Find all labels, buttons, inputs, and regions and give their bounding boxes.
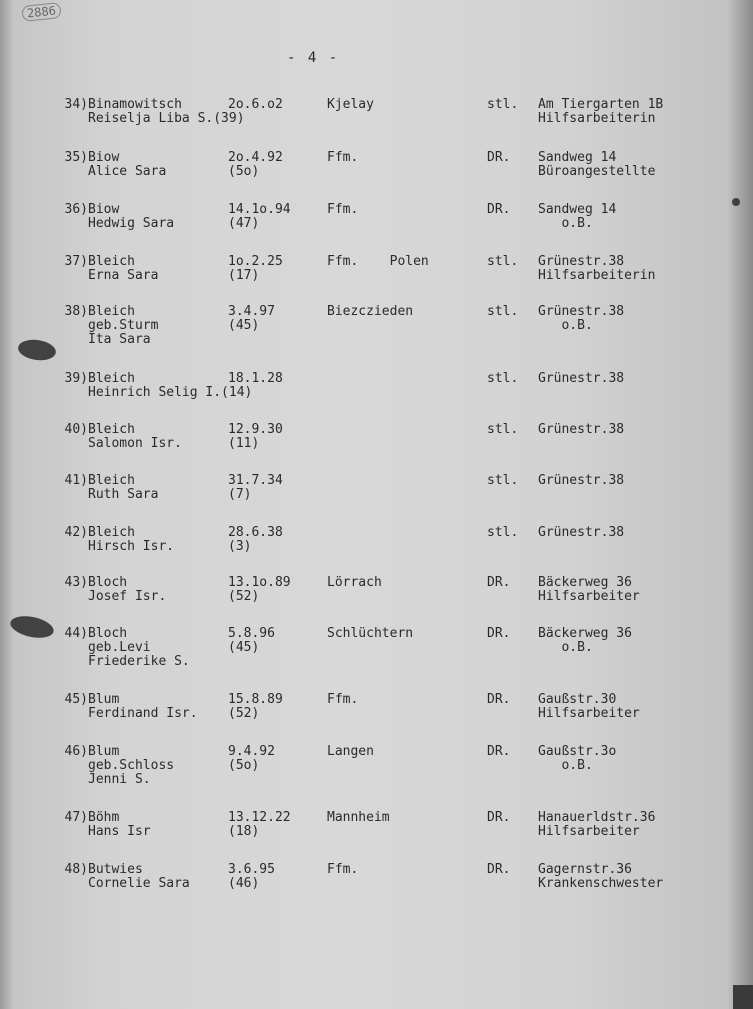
address-occupation: Gaußstr.30 Hilfsarbeiter xyxy=(538,692,640,721)
birth-date: 13.1o.89 (52) xyxy=(228,575,291,604)
citizenship-status: DR. xyxy=(487,810,511,825)
birth-date: 3.6.95 (46) xyxy=(228,862,275,891)
person-name: Bleich Ruth Sara xyxy=(88,473,159,502)
address-occupation: Grünestr.38 xyxy=(538,371,625,386)
birth-date: 14.1o.94 (47) xyxy=(228,202,291,231)
entry-number: 48) xyxy=(64,862,88,877)
address-occupation: Grünestr.38 xyxy=(538,525,625,540)
person-name: Biow Alice Sara xyxy=(88,150,167,179)
list-entry xyxy=(0,423,753,471)
person-name: Bleich geb.Sturm Ita Sara xyxy=(88,304,159,347)
address-occupation: Sandweg 14 o.B. xyxy=(538,202,617,231)
person-name: Böhm Hans Isr xyxy=(88,810,151,839)
list-entry xyxy=(0,255,753,303)
address-occupation: Grünestr.38 o.B. xyxy=(538,304,625,333)
entry-number: 42) xyxy=(64,525,88,540)
citizenship-status: stl. xyxy=(487,254,519,269)
citizenship-status: stl. xyxy=(487,97,519,112)
list-entry xyxy=(0,526,753,574)
page-number: - 4 - xyxy=(287,50,340,66)
birth-date: 3.4.97 (45) xyxy=(228,304,275,333)
address-occupation: Gaußstr.3o o.B. xyxy=(538,744,617,773)
citizenship-status: stl. xyxy=(487,304,519,319)
citizenship-status: DR. xyxy=(487,626,511,641)
list-entry xyxy=(0,151,753,199)
entry-number: 41) xyxy=(64,473,88,488)
list-entry xyxy=(0,98,753,146)
birth-date: 12.9.30 (11) xyxy=(228,422,283,451)
list-entry xyxy=(0,203,753,251)
entry-number: 34) xyxy=(64,97,88,112)
list-entry xyxy=(0,693,753,741)
birth-place: Schlüchtern xyxy=(327,626,414,641)
birth-date: 15.8.89 (52) xyxy=(228,692,283,721)
birth-date: 5.8.96 (45) xyxy=(228,626,275,655)
list-entry xyxy=(0,576,753,624)
list-entry xyxy=(0,474,753,522)
birth-date: 1o.2.25 (17) xyxy=(228,254,283,283)
birth-place: Biezczieden xyxy=(327,304,414,319)
person-name: Bleich Erna Sara xyxy=(88,254,159,283)
birth-place: Mannheim xyxy=(327,810,390,825)
birth-date: 2o.6.o2 xyxy=(228,97,283,112)
archive-stamp: 2886 xyxy=(21,2,61,22)
address-occupation: Am Tiergarten 1B Hilfsarbeiterin xyxy=(538,97,664,126)
person-name: Biow Hedwig Sara xyxy=(88,202,175,231)
birth-place: Ffm. xyxy=(327,202,359,217)
birth-date: 28.6.38 (3) xyxy=(228,525,283,554)
birth-date: 13.12.22 (18) xyxy=(228,810,291,839)
entry-number: 43) xyxy=(64,575,88,590)
entry-number: 37) xyxy=(64,254,88,269)
citizenship-status: stl. xyxy=(487,525,519,540)
address-occupation: Grünestr.38 xyxy=(538,422,625,437)
citizenship-status: DR. xyxy=(487,862,511,877)
citizenship-status: stl. xyxy=(487,422,519,437)
birth-place: Ffm. xyxy=(327,150,359,165)
address-occupation: Hanauerldstr.36 Hilfsarbeiter xyxy=(538,810,656,839)
citizenship-status: DR. xyxy=(487,202,511,217)
person-name: Bloch Josef Isr. xyxy=(88,575,167,604)
address-occupation: Sandweg 14 Büroangestellte xyxy=(538,150,656,179)
citizenship-status: stl. xyxy=(487,473,519,488)
birth-date: 18.1.28 xyxy=(228,371,283,386)
person-name: Bleich Heinrich Selig I.(14) xyxy=(88,371,253,400)
list-entry xyxy=(0,863,753,911)
birth-date: 31.7.34 (7) xyxy=(228,473,283,502)
entry-number: 38) xyxy=(64,304,88,319)
person-name: Butwies Cornelie Sara xyxy=(88,862,190,891)
entry-number: 47) xyxy=(64,810,88,825)
person-name: Blum geb.Schloss Jenni S. xyxy=(88,744,175,787)
entry-number: 44) xyxy=(64,626,88,641)
list-entry xyxy=(0,745,753,793)
entry-number: 36) xyxy=(64,202,88,217)
person-name: Bloch geb.Levi Friederike S. xyxy=(88,626,190,669)
birth-place: Ffm. xyxy=(327,862,359,877)
birth-date: 2o.4.92 (5o) xyxy=(228,150,283,179)
entry-number: 45) xyxy=(64,692,88,707)
entry-number: 40) xyxy=(64,422,88,437)
address-occupation: Gagernstr.36 Krankenschwester xyxy=(538,862,664,891)
list-entry xyxy=(0,305,753,353)
list-entry xyxy=(0,372,753,420)
citizenship-status: DR. xyxy=(487,575,511,590)
birth-place: Langen xyxy=(327,744,374,759)
entry-number: 35) xyxy=(64,150,88,165)
person-name: Bleich Salomon Isr. xyxy=(88,422,182,451)
birth-place: Lörrach xyxy=(327,575,382,590)
birth-place: Ffm. xyxy=(327,692,359,707)
scan-corner xyxy=(733,985,753,1009)
entry-number: 39) xyxy=(64,371,88,386)
birth-date: 9.4.92 (5o) xyxy=(228,744,275,773)
birth-place: Ffm. Polen xyxy=(327,254,429,269)
citizenship-status: DR. xyxy=(487,744,511,759)
address-occupation: Bäckerweg 36 o.B. xyxy=(538,626,632,655)
address-occupation: Bäckerweg 36 Hilfsarbeiter xyxy=(538,575,640,604)
citizenship-status: DR. xyxy=(487,692,511,707)
citizenship-status: stl. xyxy=(487,371,519,386)
birth-place: Kjelay xyxy=(327,97,374,112)
entry-number: 46) xyxy=(64,744,88,759)
person-name: Bleich Hirsch Isr. xyxy=(88,525,175,554)
person-name: Blum Ferdinand Isr. xyxy=(88,692,198,721)
list-entry xyxy=(0,811,753,859)
person-name: Binamowitsch Reiselja Liba S.(39) xyxy=(88,97,245,126)
address-occupation: Grünestr.38 xyxy=(538,473,625,488)
address-occupation: Grünestr.38 Hilfsarbeiterin xyxy=(538,254,656,283)
list-entry xyxy=(0,627,753,675)
citizenship-status: DR. xyxy=(487,150,511,165)
